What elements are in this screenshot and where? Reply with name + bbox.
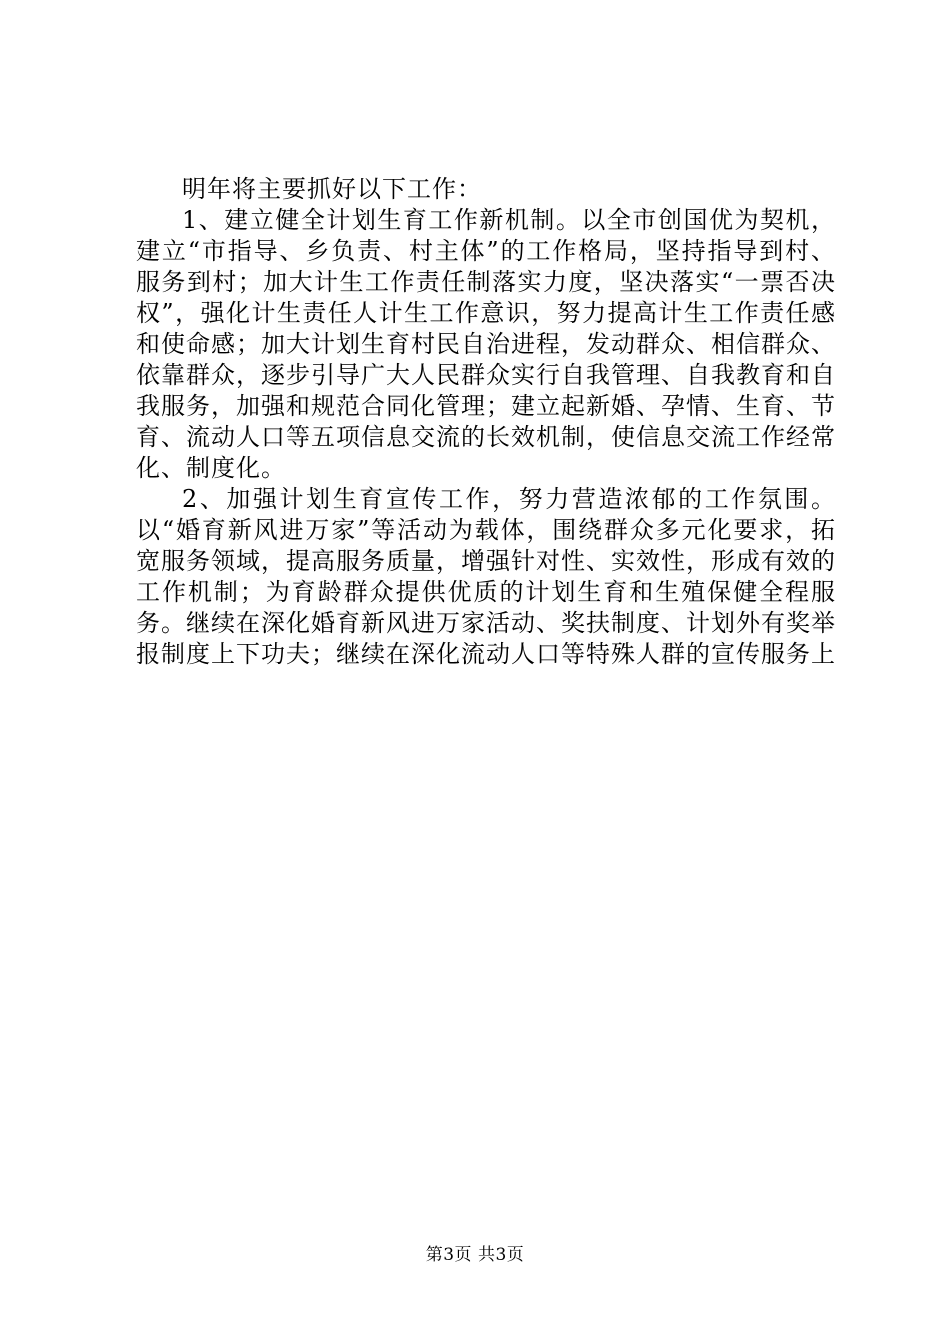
page-footer: 第3页 共3页 [425, 1245, 525, 1265]
document-body [136, 174, 836, 670]
paragraph-item-1: 1、建立健全计划生育工作新机制。以全市创国优为契机，建立“市指导、乡负责、村主体”的工作格局，坚持指导到村、服务到村；加大计生工作责任制落实力度，坚决落实“一票否决权”，强化计生责任人计生工作意识，努力提高计生工作责任感和使命感；加大计划生育村民自治进程，发动群众、相信群众、依靠群众，逐步引导广大人民群众实行自我管理、自我教育和自我服务，加强和规范合同化管理；建立起新婚、孕情、生育、节育、流动人口等五项信息交流的长效机制，使信息交流工作经常化、制度化。 [136, 206, 836, 482]
paragraph-intro: 明年将主要抓好以下工作： [182, 175, 482, 203]
paragraph-item-2: 2、加强计划生育宣传工作，努力营造浓郁的工作氛围。以“婚育新风进万家”等活动为载体，围绕群众多元化要求，拓宽服务领域，提高服务质量，增强针对性、实效性，形成有效的工作机制；为育龄群众提供优质的计划生育和生殖保健全程服务。继续在深化婚育新风进万家活动、奖扶制度、计划外有奖举报制度上下功夫；继续在深化流动人口等特殊人群的宣传服务上 [136, 485, 836, 668]
